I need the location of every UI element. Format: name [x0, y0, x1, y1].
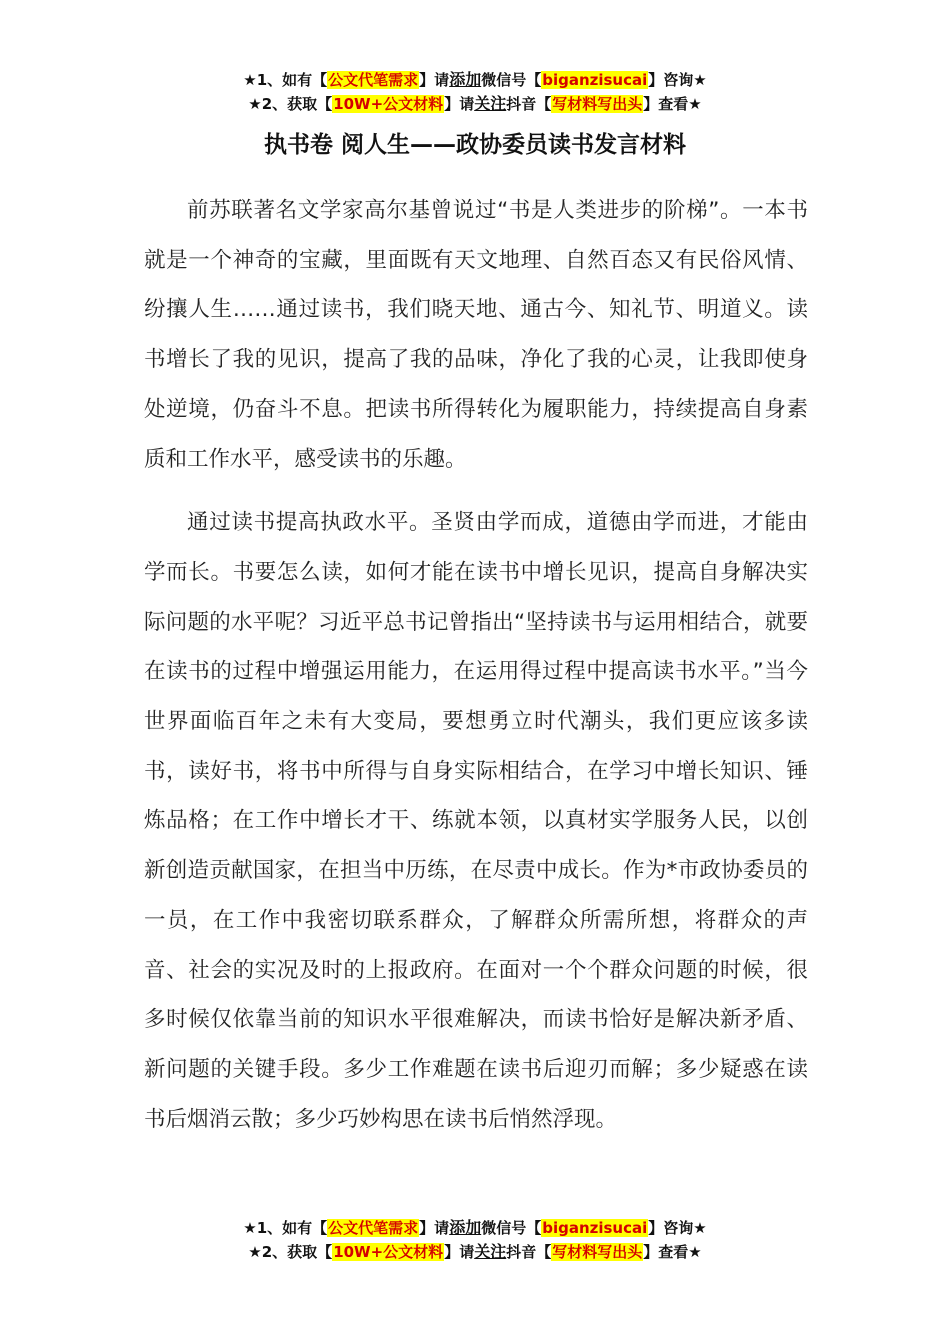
underlined-follow: 关注: [474, 1242, 507, 1261]
highlight-materials: 10W+公文材料: [333, 95, 444, 113]
notice-text: 】咨询★: [648, 1219, 707, 1237]
notice-line-1: [0, 68, 950, 92]
underlined-add: 添加: [449, 70, 482, 89]
notice-text: 】查看★: [643, 1243, 702, 1261]
notice-text: 抖音【: [506, 1243, 552, 1261]
notice-text: 】请: [444, 95, 475, 113]
highlight-materials: 10W+公文材料: [333, 1243, 444, 1261]
notice-text: ★2、获取【: [248, 95, 333, 113]
notice-text: 微信号【: [481, 71, 542, 89]
document-body: [144, 186, 808, 1144]
notice-line-2: [0, 1240, 950, 1264]
paragraph-intro: 前苏联著名文学家高尔基曾说过“书是人类进步的阶梯”。一本书就是一个神奇的宝藏，里面既有天文地理、自然百态又有民俗风情、纷攘人生……通过读书，我们晓天地、通古今、知礼节、明道义。读书增长了我的见识，提高了我的品味，净化了我的心灵，让我即使身处逆境，仍奋斗不息。把读书所得转化为履职能力，持续提高自身素质和工作水平，感受读书的乐趣。: [144, 198, 808, 472]
notice-text: 】请: [444, 1243, 475, 1261]
notice-text: 抖音【: [506, 95, 552, 113]
notice-text: ★2、获取【: [248, 1243, 333, 1261]
highlight-douyin-account: 写材料写出头: [552, 95, 643, 113]
highlight-ghostwriting-service: 公文代笔需求: [328, 71, 419, 89]
notice-text: 】请: [419, 1219, 450, 1237]
notice-text: 】查看★: [643, 95, 702, 113]
notice-text: 微信号【: [481, 1219, 542, 1237]
highlight-douyin-account: 写材料写出头: [552, 1243, 643, 1261]
notice-text: 】请: [419, 71, 450, 89]
underlined-follow: 关注: [474, 94, 507, 113]
highlight-wechat-id: biganzisucai: [542, 1219, 648, 1237]
highlight-wechat-id: biganzisucai: [542, 71, 648, 89]
footer-notice: [0, 1216, 950, 1264]
notice-text: 】咨询★: [648, 71, 707, 89]
notice-text: ★1、如有【: [243, 1219, 328, 1237]
highlight-ghostwriting-service: 公文代笔需求: [328, 1219, 419, 1237]
underlined-add: 添加: [449, 1218, 482, 1237]
notice-line-1: [0, 1216, 950, 1240]
paragraph-reading-governance: 通过读书提高执政水平。圣贤由学而成，道德由学而进，才能由学而长。书要怎么读，如何才能在读书中增长见识，提高自身解决实际问题的水平呢？习近平总书记曾指出“坚持读书与运用相结合，就要在读书的过程中增强运用能力，在运用得过程中提高读书水平。”当今世界面临百年之未有大变局，要想勇立时代潮头，我们更应该多读书，读好书，将书中所得与自身实际相结合，在学习中增长知识、锤炼品格；在工作中增长才干、练就本领，以真材实学服务人民，以创新创造贡献国家，在担当中历练，在尽责中成长。作为*市政协委员的一员，在工作中我密切联系群众，了解群众所需所想，将群众的声音、社会的实况及时的上报政府。在面对一个个群众问题的时候，很多时候仅依靠当前的知识水平很难解决，而读书恰好是解决新矛盾、新问题的关键手段。多少工作难题在读书后迎刃而解；多少疑惑在读书后烟消云散；多少巧妙构思在读书后悄然浮现。: [144, 510, 808, 1132]
notice-line-2: [0, 92, 950, 116]
document-title: 执书卷 阅人生——政协委员读书发言材料: [263, 132, 686, 158]
header-notice: [0, 68, 950, 116]
notice-text: ★1、如有【: [243, 71, 328, 89]
